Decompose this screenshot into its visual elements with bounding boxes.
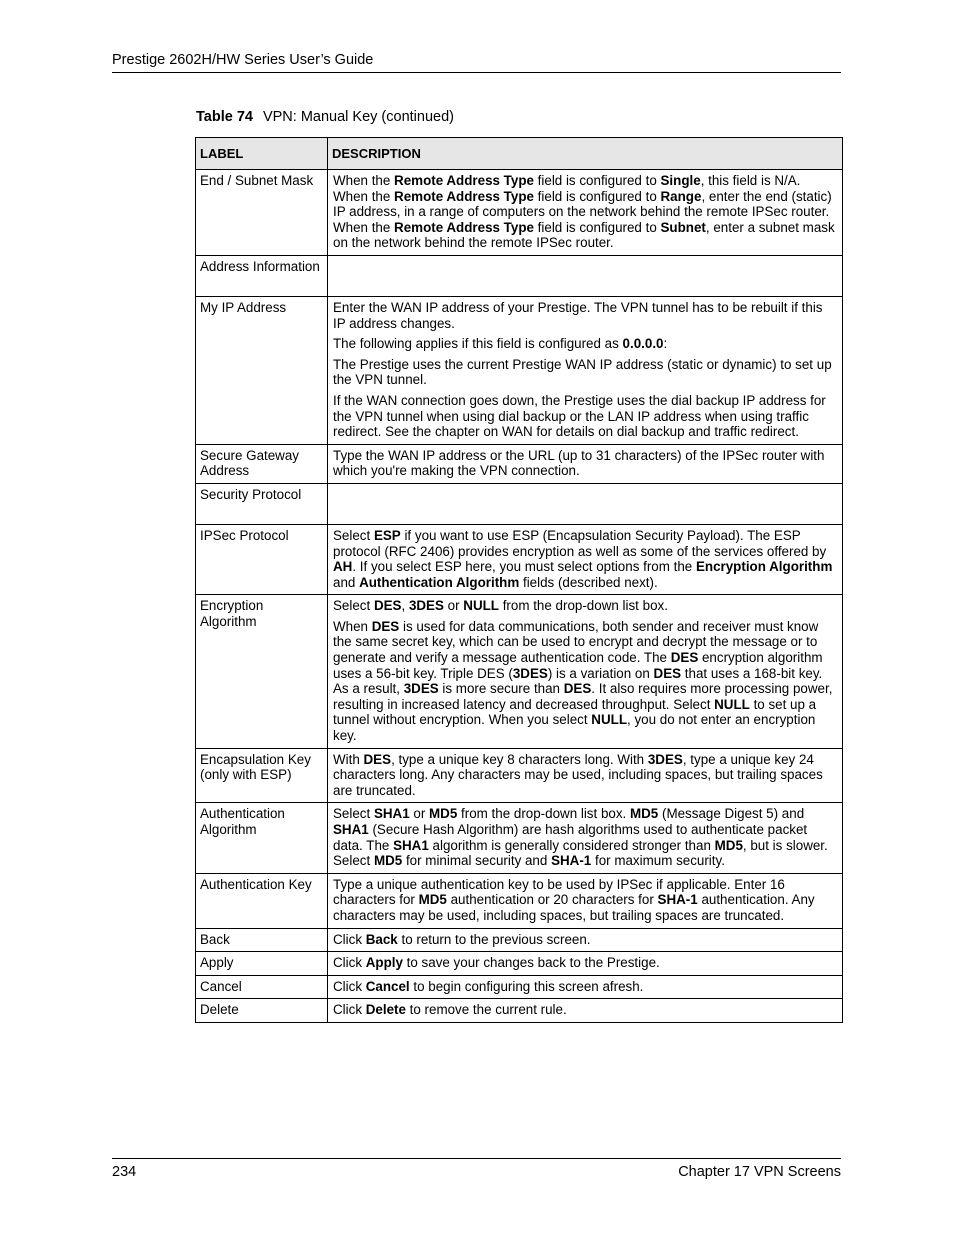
text-run: and bbox=[333, 574, 360, 590]
table-row bbox=[196, 296, 843, 444]
row-description bbox=[328, 873, 843, 928]
text-run: field is configured to bbox=[533, 219, 661, 235]
text-run: , type a unique key 8 characters long. With bbox=[391, 751, 648, 767]
text-run: ) is a variation on bbox=[547, 665, 654, 681]
text-run: , but is slower. Select bbox=[333, 837, 828, 869]
bold-term: Remote Address Type bbox=[394, 219, 534, 235]
text-run: , enter the end (static) IP address, in a range of computers on the network behind the remote IPSec router. When the bbox=[333, 188, 832, 235]
description-paragraph bbox=[333, 300, 837, 331]
text-run: Type the WAN IP address or the URL (up to 31 characters) of the IPSec router with which you're making the VPN connection. bbox=[333, 447, 825, 479]
bold-term: 3DES bbox=[512, 665, 548, 681]
row-label: Encapsulation Key (only with ESP) bbox=[196, 748, 328, 803]
text-run: to begin configuring this screen afresh. bbox=[409, 978, 644, 994]
table-row bbox=[196, 170, 843, 256]
description-paragraph bbox=[333, 877, 837, 924]
page-number: 234 bbox=[112, 1164, 137, 1180]
description-paragraph bbox=[333, 336, 837, 352]
bold-term: Single bbox=[660, 173, 701, 188]
bold-term: SHA1 bbox=[373, 806, 410, 822]
row-label: Authentication Key bbox=[196, 873, 328, 928]
row-description bbox=[328, 296, 843, 444]
text-run: authentication or 20 characters for bbox=[446, 892, 658, 908]
bold-term: 3DES bbox=[403, 681, 439, 697]
bold-term: Range bbox=[660, 188, 702, 204]
bold-term: Back bbox=[365, 931, 398, 947]
table-title: VPN: Manual Key (continued) bbox=[262, 109, 454, 125]
text-run: (Secure Hash Algorithm) are hash algorithms used to authenticate packet data. The bbox=[333, 822, 808, 853]
bold-term: DES bbox=[363, 751, 392, 767]
text-run: or bbox=[443, 598, 464, 614]
text-run: is more secure than bbox=[438, 681, 564, 697]
text-run: , you do not enter an encryption key. bbox=[333, 712, 816, 744]
text-run: The Prestige uses the current Prestige WAN IP address (static or dynamic) to set up the VPN tunnel. bbox=[333, 356, 832, 388]
bold-term: SHA1 bbox=[333, 822, 369, 837]
text-run: The following applies if this field is configured as bbox=[333, 336, 623, 352]
text-run: if you want to use ESP (Encapsulation Security Payload). The ESP protocol (RFC 2406) provides encryption as well as some of the services offered by bbox=[333, 527, 827, 559]
table-number: Table 74 bbox=[196, 109, 253, 125]
row-label: Encryption Algorithm bbox=[196, 595, 328, 748]
row-description bbox=[328, 803, 843, 873]
row-label: Authentication Algorithm bbox=[196, 803, 328, 873]
text-run: Click bbox=[333, 955, 366, 971]
description-paragraph bbox=[333, 752, 837, 799]
description-paragraph bbox=[333, 932, 837, 948]
row-description bbox=[328, 483, 843, 524]
bold-term: Remote Address Type bbox=[394, 173, 534, 188]
row-label: Security Protocol bbox=[196, 483, 328, 524]
bold-term: DES bbox=[563, 681, 592, 697]
text-run: Click bbox=[333, 1002, 366, 1018]
row-description bbox=[328, 748, 843, 803]
description-paragraph bbox=[333, 598, 837, 614]
table-row bbox=[196, 483, 843, 524]
running-header bbox=[112, 51, 841, 73]
description-paragraph bbox=[333, 357, 837, 388]
table-body bbox=[196, 170, 843, 1023]
text-run: , type a unique key 24 characters long. Any characters may be used, including spaces, but trailing spaces are truncated. bbox=[333, 751, 823, 798]
row-description bbox=[328, 255, 843, 296]
text-run: . If you select ESP here, you must select options from the bbox=[352, 559, 696, 575]
row-label: End / Subnet Mask bbox=[196, 170, 328, 256]
text-run: algorithm is generally considered stronger than bbox=[428, 837, 715, 853]
text-run: Click bbox=[333, 931, 366, 947]
text-run: is used for data communications, both sender and receiver must know the same secret key, which can be used to encrypt and decrypt the message or to generate and verify a message authentication code. The bbox=[333, 618, 819, 666]
bold-term: SHA-1 bbox=[657, 892, 698, 908]
text-run: field is configured to bbox=[533, 188, 661, 204]
table-row bbox=[196, 873, 843, 928]
bold-term: MD5 bbox=[373, 853, 403, 869]
bold-term: Apply bbox=[365, 955, 403, 971]
text-run: for minimal security and bbox=[402, 853, 552, 869]
bold-term: AH bbox=[333, 559, 353, 575]
running-footer bbox=[112, 1158, 841, 1181]
text-run: fields (described next). bbox=[519, 574, 658, 590]
bold-term: 3DES bbox=[647, 751, 683, 767]
document-title: Prestige 2602H/HW Series User’s Guide bbox=[112, 52, 374, 68]
row-label: Cancel bbox=[196, 975, 328, 999]
text-run: or bbox=[409, 806, 430, 822]
row-description bbox=[328, 444, 843, 483]
bold-term: MD5 bbox=[418, 892, 447, 908]
description-paragraph bbox=[333, 173, 837, 251]
bold-term: DES bbox=[670, 650, 699, 666]
row-label: Back bbox=[196, 928, 328, 952]
description-paragraph bbox=[333, 528, 837, 590]
bold-term: DES bbox=[653, 665, 682, 681]
row-description bbox=[328, 524, 843, 594]
row-description bbox=[328, 999, 843, 1023]
bold-term: ESP bbox=[373, 527, 401, 543]
text-run: When the bbox=[333, 173, 395, 188]
row-description bbox=[328, 952, 843, 976]
text-run: Type a unique authentication key to be used by IPSec if applicable. Enter 16 characters for bbox=[333, 876, 785, 908]
row-label: Address Information bbox=[196, 255, 328, 296]
description-paragraph bbox=[333, 1002, 837, 1018]
text-run: to save your changes back to the Prestige. bbox=[402, 955, 660, 971]
text-run: authentication. Any characters may be used, including spaces, but trailing spaces are truncated. bbox=[333, 892, 815, 923]
description-paragraph bbox=[333, 979, 837, 995]
bold-term: DES bbox=[371, 618, 400, 634]
row-label: IPSec Protocol bbox=[196, 524, 328, 594]
bold-term: SHA1 bbox=[393, 837, 429, 853]
table-row bbox=[196, 928, 843, 952]
text-run: , enter a subnet mask on the network behind the remote IPSec router. bbox=[333, 219, 835, 251]
table-row bbox=[196, 803, 843, 873]
bold-term: Encryption Algorithm bbox=[695, 559, 833, 575]
text-run: , bbox=[401, 598, 409, 614]
description-paragraph bbox=[333, 806, 837, 868]
row-label: Apply bbox=[196, 952, 328, 976]
text-run: for maximum security. bbox=[591, 853, 725, 869]
row-label: My IP Address bbox=[196, 296, 328, 444]
bold-term: DES bbox=[373, 598, 402, 614]
bold-term: NULL bbox=[714, 696, 750, 712]
text-run: from the drop-down list box. bbox=[457, 806, 630, 822]
label-column-header: LABEL bbox=[196, 138, 328, 170]
text-run: encryption algorithm uses a 56-bit key. Triple DES ( bbox=[333, 650, 823, 681]
table-row bbox=[196, 595, 843, 748]
text-run: . It also requires more processing power, resulting in increased latency and decreased throughput. Select bbox=[333, 681, 833, 712]
table-caption bbox=[196, 108, 454, 126]
chapter-title: Chapter 17 VPN Screens bbox=[678, 1164, 841, 1180]
description-paragraph bbox=[333, 619, 837, 744]
bold-term: MD5 bbox=[629, 806, 659, 822]
text-run: (Message Digest 5) and bbox=[658, 806, 805, 822]
text-run: If the WAN connection goes down, the Prestige uses the dial backup IP address for the VPN tunnel when using dial backup or the LAN IP address when using traffic redirect. See the chapter on WAN for details on dial backup and traffic redirect. bbox=[333, 392, 826, 440]
text-run: Select bbox=[333, 806, 374, 822]
bold-term: Authentication Algorithm bbox=[359, 574, 520, 590]
row-description bbox=[328, 595, 843, 748]
table-row bbox=[196, 975, 843, 999]
bold-term: 3DES bbox=[408, 598, 444, 614]
row-label: Secure Gateway Address bbox=[196, 444, 328, 483]
text-run: Click bbox=[333, 978, 366, 994]
description-column-header: DESCRIPTION bbox=[328, 138, 843, 170]
row-label: Delete bbox=[196, 999, 328, 1023]
bold-term: NULL bbox=[591, 712, 627, 728]
description-paragraph bbox=[333, 448, 837, 479]
bold-term: Cancel bbox=[365, 978, 410, 994]
bold-term: MD5 bbox=[429, 806, 458, 822]
text-run: Select bbox=[333, 598, 374, 614]
text-run: With bbox=[333, 751, 364, 767]
bold-term: NULL bbox=[463, 598, 499, 614]
text-run: to return to the previous screen. bbox=[397, 931, 591, 947]
text-run: from the drop-down list box. bbox=[498, 598, 668, 614]
table-row bbox=[196, 999, 843, 1023]
row-description bbox=[328, 928, 843, 952]
description-paragraph bbox=[333, 955, 837, 971]
table-row bbox=[196, 748, 843, 803]
text-run: to set up a tunnel without encryption. When you select bbox=[333, 696, 817, 728]
text-run: that uses a 168-bit key. As a result, bbox=[333, 665, 823, 697]
table-row bbox=[196, 444, 843, 483]
text-run: field is configured to bbox=[533, 173, 661, 188]
text-run: to remove the current rule. bbox=[405, 1002, 567, 1018]
table-row bbox=[196, 952, 843, 976]
table-header-row bbox=[196, 138, 843, 170]
bold-term: Remote Address Type bbox=[394, 188, 534, 204]
bold-term: 0.0.0.0 bbox=[622, 336, 664, 352]
bold-term: Subnet bbox=[660, 219, 706, 235]
bold-term: SHA-1 bbox=[551, 853, 592, 869]
bold-term: Delete bbox=[365, 1002, 406, 1018]
vpn-manual-key-table bbox=[195, 137, 843, 1023]
text-run: Enter the WAN IP address of your Prestige. The VPN tunnel has to be rebuilt if this IP address changes. bbox=[333, 299, 823, 331]
row-description bbox=[328, 170, 843, 256]
row-description bbox=[328, 975, 843, 999]
bold-term: MD5 bbox=[714, 837, 743, 853]
table-row bbox=[196, 524, 843, 594]
description-paragraph bbox=[333, 393, 837, 440]
text-run: When bbox=[333, 618, 372, 634]
text-run: Select bbox=[333, 527, 374, 543]
table-row bbox=[196, 255, 843, 296]
text-run: , this field is N/A. When the bbox=[333, 173, 801, 204]
text-run: : bbox=[663, 336, 668, 352]
